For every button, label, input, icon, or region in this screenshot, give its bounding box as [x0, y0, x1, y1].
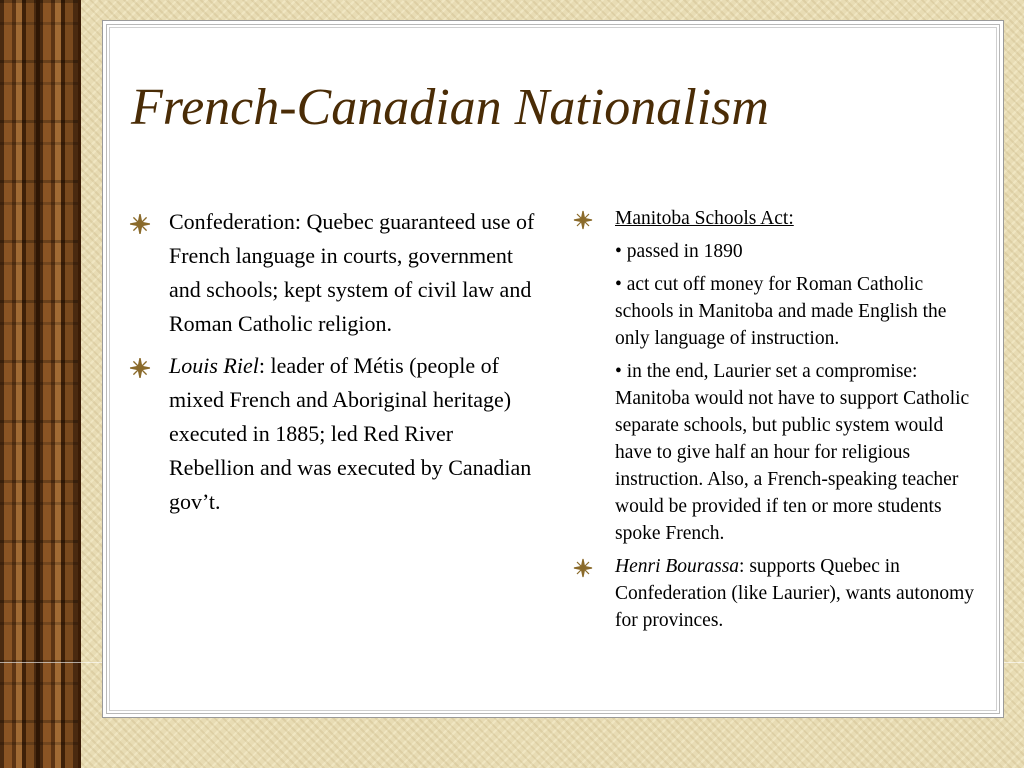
sub-item: • in the end, Laurier set a compromise: Manitoba would not have to support Catholic separate schools, but public system would have to give half an hour for religious instruction. Also, a French-speaking teacher would be provided if ten or more students spoke French.	[615, 361, 970, 544]
bullet-lead: Louis Riel	[169, 353, 259, 378]
bullet-star-icon	[573, 558, 593, 578]
bullet-heading: Manitoba Schools Act:	[615, 208, 794, 229]
bullet-manitoba-schools-act	[573, 205, 983, 232]
bullet-lead: Henri Bourassa	[615, 556, 740, 577]
right-column	[573, 205, 983, 640]
bullet-text: : supports Quebec in Confederation (like Laurier), wants autonomy for provinces.	[615, 556, 975, 631]
left-column	[127, 205, 537, 527]
sub-item: • act cut off money for Roman Catholic schools in Manitoba and made English the only language of instruction.	[615, 274, 947, 349]
bullet-star-icon	[129, 213, 151, 235]
bullet-confederation	[127, 205, 537, 341]
wood-seam	[36, 0, 40, 768]
wood-border-decoration	[0, 0, 81, 768]
sub-item: • passed in 1890	[615, 241, 743, 262]
bullet-text: : leader of Métis (people of mixed French and Aboriginal heritage) executed in 1885; led Red River Rebellion and was executed by Canadian gov’t.	[169, 353, 532, 514]
bullet-louis-riel	[127, 349, 537, 519]
bullet-star-icon	[129, 357, 151, 379]
slide-title: French-Canadian Nationalism	[131, 79, 769, 136]
slide-panel	[102, 20, 1004, 718]
bullet-star-icon	[573, 210, 593, 230]
bullet-henri-bourassa	[573, 553, 983, 634]
bullet-text: Confederation: Quebec guaranteed use of French language in courts, government and schools; kept system of civil law and Roman Catholic religion.	[169, 209, 535, 336]
